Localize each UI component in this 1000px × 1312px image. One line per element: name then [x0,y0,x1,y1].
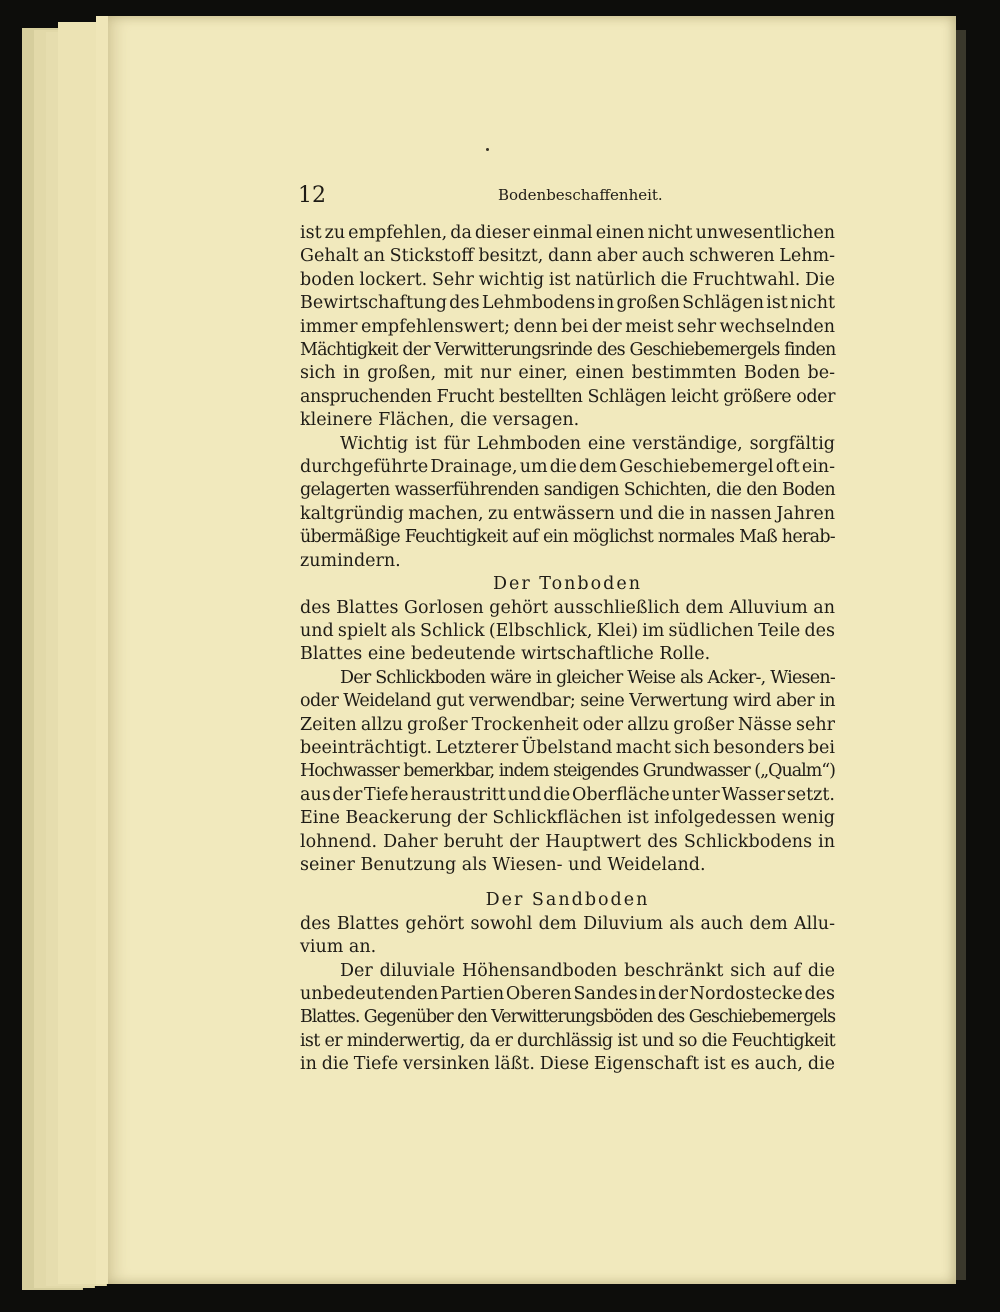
text-line: Bewirtschaftung des Lehmbodens in großen Schlägen ist nicht [300,293,835,314]
text-line: gelagerten wasserführenden sandigen Schichten, die den Boden [300,480,835,501]
text-line: anspruchenden Frucht bestellten Schlägen leicht größere oder [300,386,836,407]
running-head: Bodenbeschaffenheit. [498,186,663,204]
paragraph [300,960,835,1077]
text-line: Gehalt an Stickstoff besitzt, dann aber auch schweren Lehm- [300,246,835,267]
text-line: Eine Beackerung der Schlickflächen ist infolgedessen wenig [300,808,835,829]
text-line: aus der Tiefe heraustritt und die Oberfläche unter Wasser setzt. [300,784,835,805]
text-line: vium an. [300,937,377,958]
text-line: kleinere Flächen, die versagen. [300,410,580,431]
print-speck [486,148,489,151]
text-line: und spielt als Schlick (Elbschlick, Klei) im südlichen Teile des [300,620,835,641]
paragraph [300,913,835,960]
text-line: durchgeführte Drainage, um die dem Geschiebemergel oft ein- [300,457,835,478]
text-line: ist zu empfehlen, da dieser einmal einen nicht unwesentlichen [300,223,835,243]
text-line: Zeiten allzu großer Trockenheit oder allzu großer Nässe sehr [300,714,835,735]
text-line: zumindern. [300,550,401,571]
page-header [298,183,833,213]
text-line: immer empfehlenswert; denn bei der meist sehr wechselnden [300,316,835,337]
text-line: Blattes eine bedeutende wirtschaftliche Rolle. [300,644,711,665]
text-line: seiner Benutzung als Wiesen- und Weideland. [300,854,706,875]
text-line: Der diluviale Höhensandboden beschränkt sich auf die [340,960,835,981]
text-line: Blattes. Gegenüber den Verwitterungsböden des Geschiebemergels [300,1007,835,1028]
text-line: Hochwasser bemerkbar, indem steigendes Grundwasser („Qualm“) [300,761,835,782]
text-line: Wichtig ist für Lehmboden eine verständige, sorgfältig [340,433,835,454]
paragraph [300,433,835,573]
paragraph [300,667,835,878]
text-line: des Blattes Gorlosen gehört ausschließlich dem Alluvium an [300,597,835,618]
text-line: beeinträchtigt. Letzterer Übelstand macht sich besonders bei [300,737,835,758]
text-line: des Blattes gehört sowohl dem Diluvium als auch dem Allu- [300,913,835,934]
text-line: übermäßige Feuchtigkeit auf ein möglichst normales Maß herab- [300,527,835,548]
text-line: ist er minderwertig, da er durchlässig ist und so die Feuchtigkeit [300,1030,835,1051]
text-line: in die Tiefe versinken läßt. Diese Eigenschaft ist es auch, die [300,1054,835,1075]
body-text [300,222,835,1077]
text-line: kaltgründig machen, zu entwässern und die in nassen Jahren [300,503,835,524]
paragraph [300,597,835,667]
text-line: Mächtigkeit der Verwitterungsrinde des Geschiebemergels finden [300,340,836,361]
text-line: Der Schlickboden wäre in gleicher Weise als Acker-, Wiesen- [340,667,835,688]
text-line: sich in großen, mit nur einer, einen bestimmten Boden be- [300,363,835,384]
text-line: lohnend. Daher beruht der Hauptwert des Schlickbodens in [300,831,835,852]
paragraph [300,222,835,433]
section-heading-tonboden: Der Tonboden [492,574,642,595]
text-line: unbedeutenden Partien Oberen Sandes in der Nordostecke des [300,984,835,1004]
page-number: 12 [298,183,326,208]
section-heading-sandboden: Der Sandboden [485,890,650,911]
text-line: boden lockert. Sehr wichtig ist natürlich die Fruchtwahl. Die [300,269,835,290]
text-line: oder Weideland gut verwendbar; seine Verwertung wird aber in [300,691,835,712]
